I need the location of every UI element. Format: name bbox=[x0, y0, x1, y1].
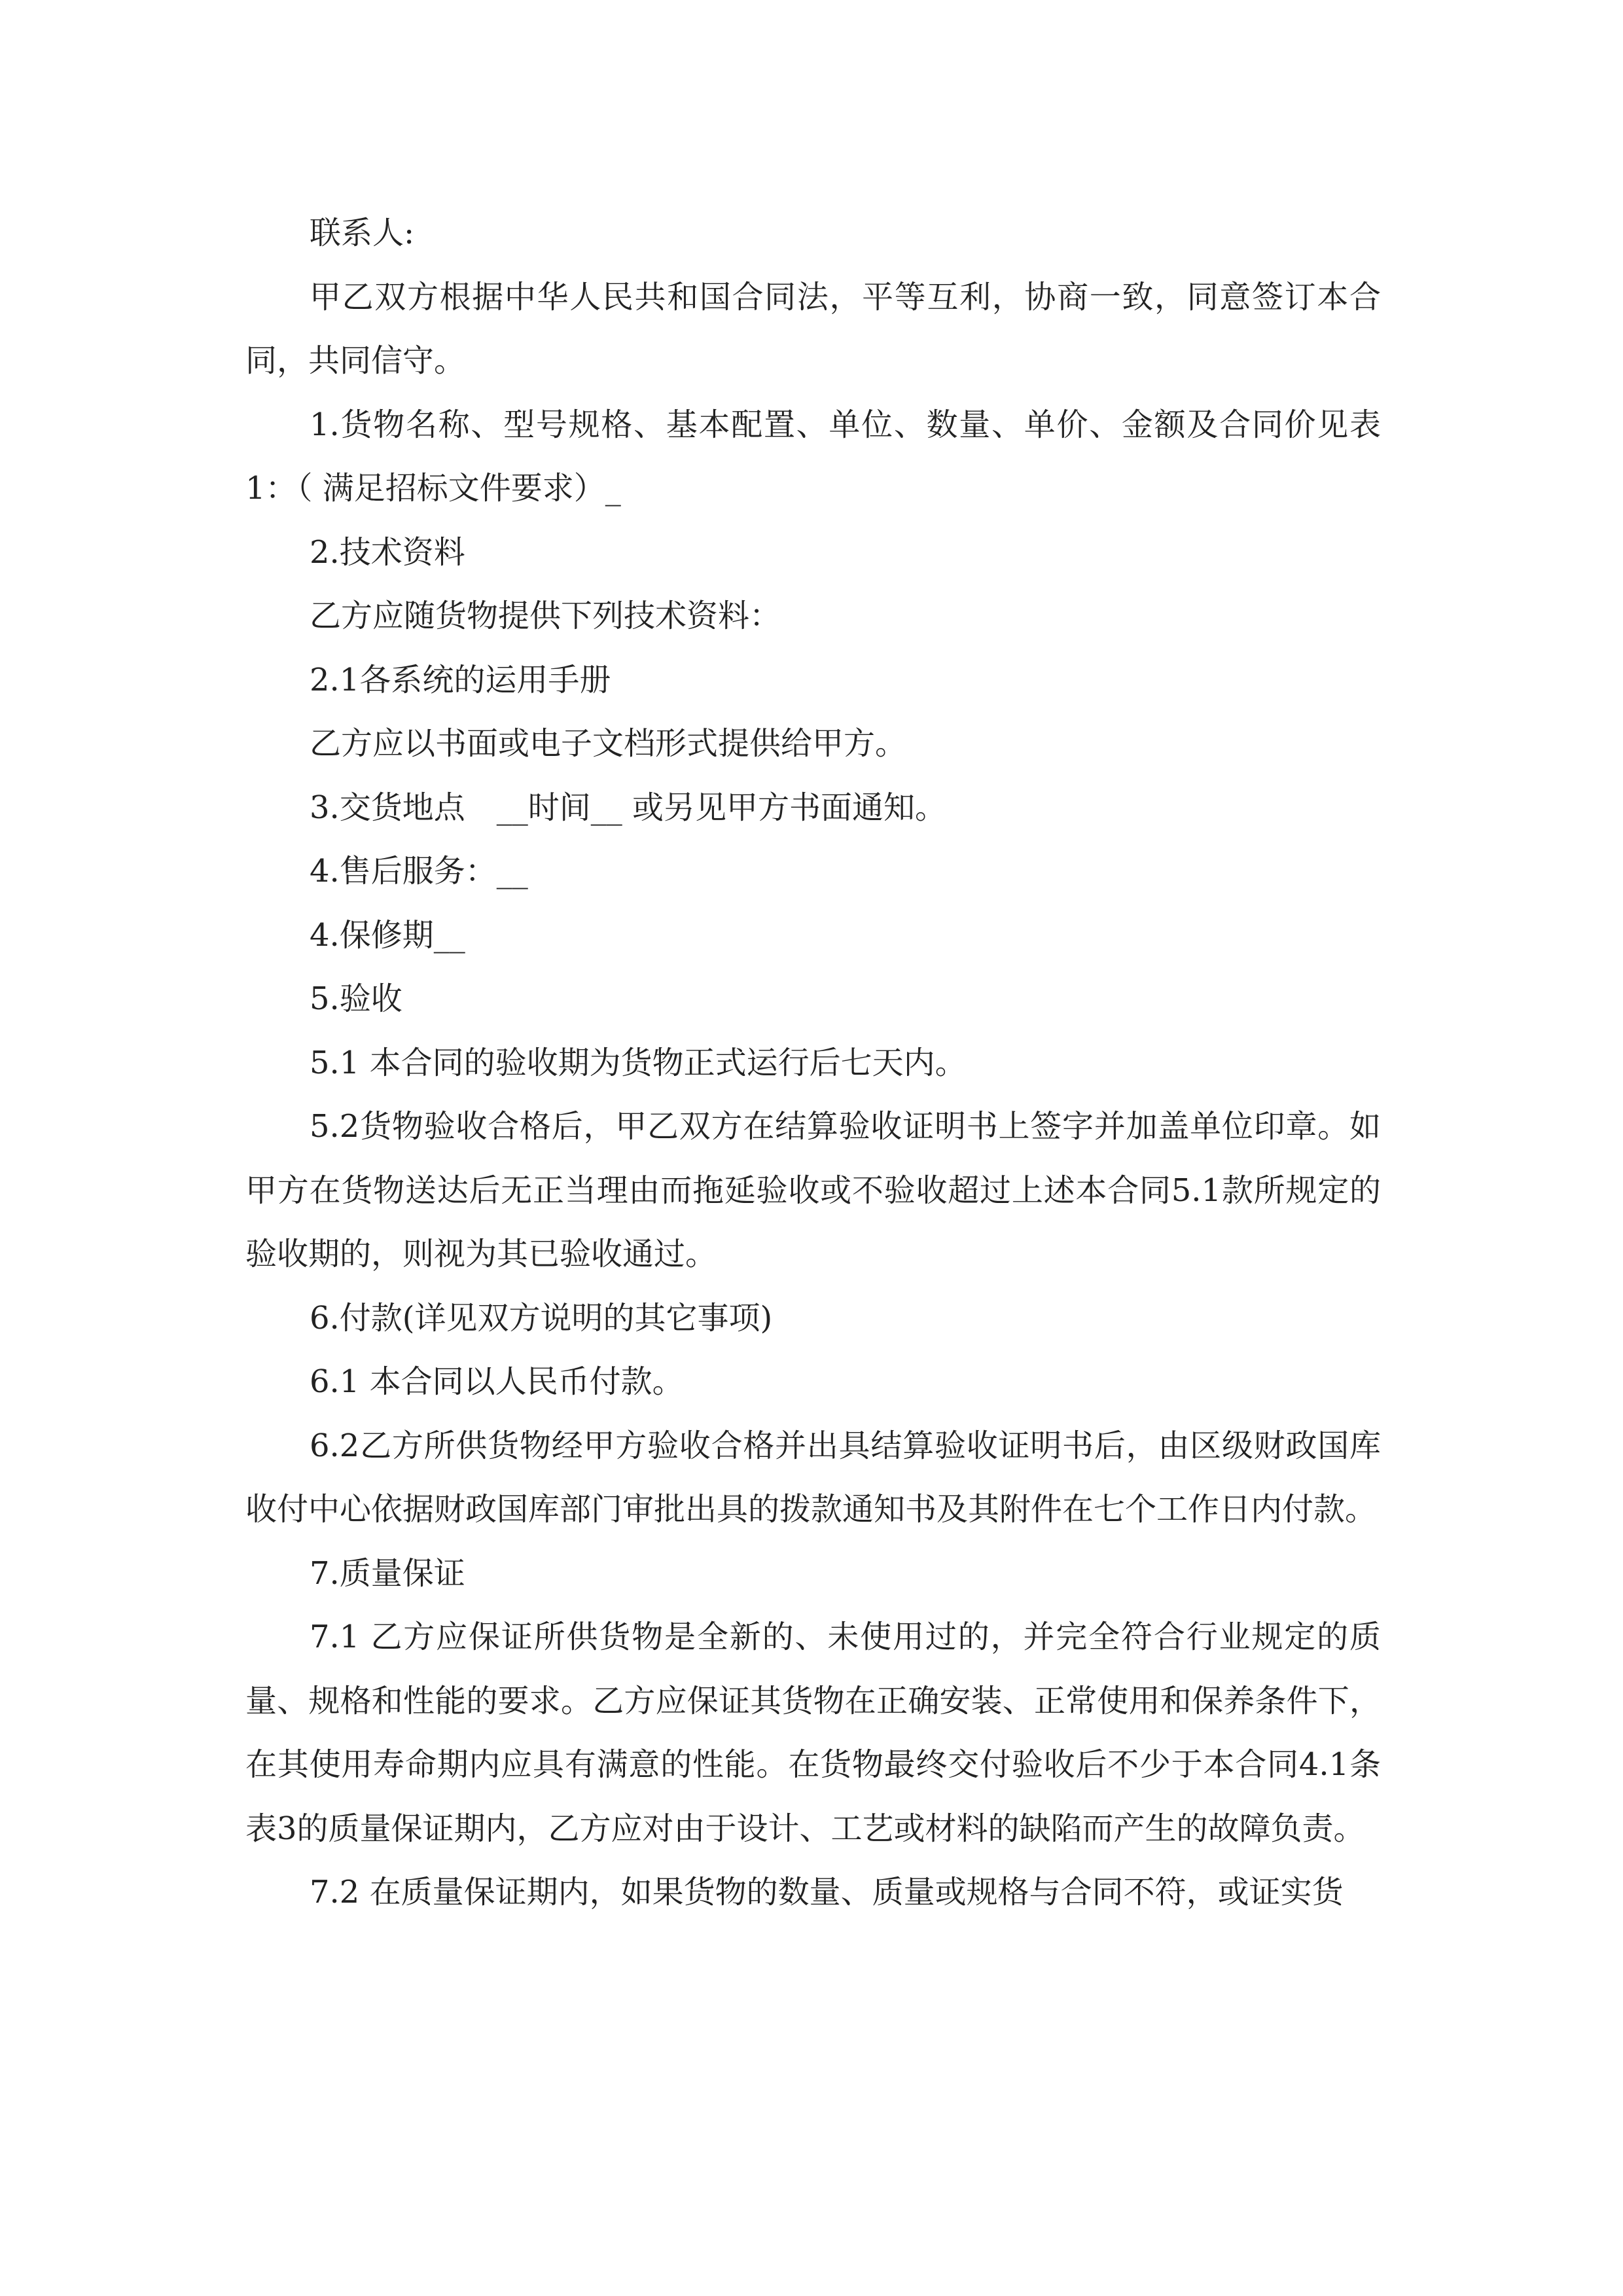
clause-2-heading: 2.技术资料 bbox=[310, 533, 465, 571]
clause-5-1: 5.1 本合同的验收期为货物正式运行后七天内。 bbox=[310, 1044, 967, 1081]
clause-7-heading: 7.质量保证 bbox=[310, 1554, 465, 1592]
clause-3-delivery: 3.交货地点 __时间__ 或另见甲方书面通知。 bbox=[310, 789, 947, 826]
clause-5-2: 5.2货物验收合格后，甲乙双方在结算验收证明书上签字并加盖单位印章。如甲方在货物送达后无正当理由而拖延验收或不验收超过上述本合同5.1款所规定的验收期的，则视为其已验收通过。 bbox=[245, 1108, 1381, 1272]
clause-6-1: 6.1 本合同以人民币付款。 bbox=[310, 1363, 684, 1400]
clause-7-2: 7.2 在质量保证期内，如果货物的数量、质量或规格与合同不符，或证实货 bbox=[310, 1874, 1344, 1910]
clause-7-1: 7.1 乙方应保证所供货物是全新的、未使用过的，并完全符合行业规定的质量、规格和性能的要求。乙方应保证其货物在正确安装、正常使用和保养条件下，在其使用寿命期内应具有满意的性能。在货物最终交付验收后不少于本合同4.1条表3的质量保证期内，乙方应对由于设计、工艺或材料的缺陷而产生的故障负责。 bbox=[245, 1619, 1381, 1847]
clause-4-warranty: 4.保修期__ bbox=[310, 916, 465, 954]
contact-person-line: 联系人: bbox=[310, 215, 415, 251]
clause-6-2: 6.2乙方所供货物经甲方验收合格并出具结算验收证明书后，由区级财政国库收付中心依据财政国库部门审批出具的拨款通知书及其附件在七个工作日内付款。 bbox=[245, 1427, 1381, 1528]
clause-4-after-sales: 4.售后服务：__ bbox=[310, 853, 528, 889]
contract-preamble: 甲乙双方根据中华人民共和国合同法，平等互利，协商一致，同意签订本合同，共同信守。 bbox=[245, 278, 1381, 379]
clause-2-1: 2.1各系统的运用手册 bbox=[310, 661, 611, 698]
clause-5-heading: 5.验收 bbox=[310, 980, 402, 1017]
clause-2-intro: 乙方应随货物提供下列技术资料： bbox=[310, 598, 781, 634]
clause-2-1-detail: 乙方应以书面或电子文档形式提供给甲方。 bbox=[310, 725, 907, 762]
clause-1-goods: 1.货物名称、型号规格、基本配置、单位、数量、单价、金额及合同价见表1：（ 满足招标文件要求）_ bbox=[245, 406, 1381, 507]
clause-6-heading: 6.付款(详见双方说明的其它事项) bbox=[310, 1299, 773, 1336]
document-body bbox=[245, 202, 1381, 1925]
